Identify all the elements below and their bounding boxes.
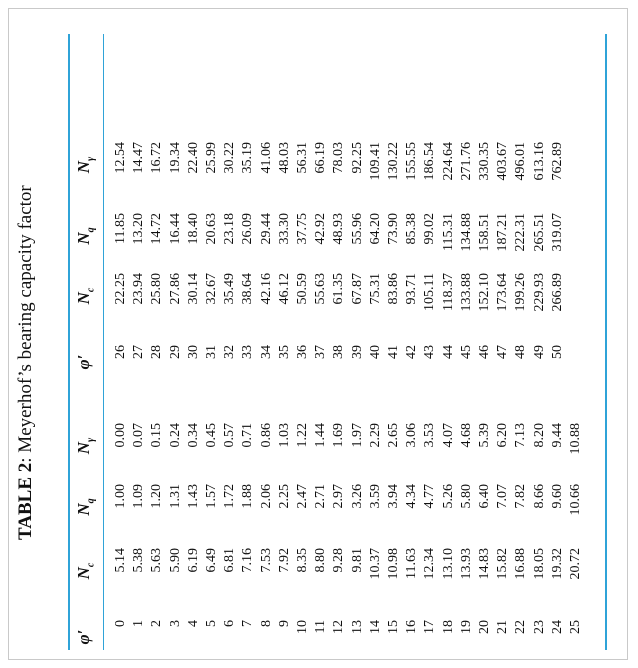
- table-cell: 38.64: [240, 273, 256, 305]
- table-cell: 83.86: [386, 273, 402, 305]
- table-cell: 44: [440, 345, 456, 359]
- header-nq: [74, 484, 96, 530]
- table-caption: : Meyerhof’s bearing capacity factor: [15, 185, 36, 463]
- table-cell: 36: [295, 345, 311, 359]
- table-cell: 73.90: [386, 213, 402, 245]
- table-cell: 48: [513, 345, 529, 359]
- table-cell: 199.26: [513, 273, 529, 312]
- table-cell: 29: [167, 345, 183, 359]
- table-cell: 5.38: [131, 548, 147, 573]
- table-cell: 26: [113, 345, 128, 359]
- table-cell: 14: [367, 620, 383, 634]
- table-cell: 222.31: [513, 213, 529, 252]
- table-cell: 34: [258, 345, 274, 359]
- table-cell: 75.31: [367, 273, 383, 305]
- table-cell: 2.06: [258, 484, 274, 509]
- bottom-rule: [605, 34, 607, 650]
- table-cell: 11.85: [113, 213, 128, 244]
- table-cell: 46: [477, 345, 493, 359]
- table-cell: 25.99: [204, 142, 220, 174]
- table-cell: 67.87: [349, 273, 365, 305]
- table-cell: 32.67: [204, 273, 220, 305]
- table-cell: 9.28: [331, 548, 347, 573]
- table-cell: 26.09: [240, 213, 256, 245]
- table-cell: 2.25: [276, 484, 292, 509]
- table-title: [14, 20, 38, 540]
- table-cell: 8.80: [313, 548, 329, 573]
- table-cell: 29.44: [258, 213, 274, 245]
- table-cell: 55.63: [313, 273, 329, 305]
- table-cell: 11.63: [404, 548, 420, 579]
- table-cell: 7: [240, 620, 256, 627]
- table-cell: 2.47: [295, 484, 311, 509]
- table-cell: 6: [222, 620, 238, 627]
- table-cell: 2.65: [386, 423, 402, 448]
- table-cell: 3.94: [386, 484, 402, 509]
- table-cell: 1.31: [167, 484, 183, 509]
- table-cell: 56.31: [295, 142, 311, 174]
- table-cell: 7.92: [276, 548, 292, 573]
- header-rule: [103, 34, 104, 650]
- table-cell: 229.93: [531, 273, 547, 312]
- table-cell: 1.03: [276, 423, 292, 448]
- table-cell: 5: [204, 620, 220, 627]
- table-cell: 16.72: [149, 142, 165, 174]
- table-cell: 10.37: [367, 548, 383, 580]
- table-cell: 6.81: [222, 548, 238, 573]
- table-cell: 92.25: [349, 142, 365, 174]
- table-cell: 37.75: [295, 213, 311, 245]
- table-cell: 7.53: [258, 548, 274, 573]
- table-cell: 24: [549, 620, 565, 634]
- table-cell: 2.71: [313, 484, 329, 509]
- table-cell: 13.10: [440, 548, 456, 580]
- table-cell: 40: [367, 345, 383, 359]
- table-cell: 23: [531, 620, 547, 634]
- table-cell: 1.97: [349, 423, 365, 448]
- table-cell: 319.07: [549, 213, 565, 252]
- table-cell: 4.34: [404, 484, 420, 509]
- header-symbol: N: [74, 441, 93, 455]
- table-cell: 7.82: [513, 484, 529, 509]
- table-cell: 0.24: [167, 423, 183, 448]
- table-cell: 6.49: [204, 548, 220, 573]
- table-cell: 16.44: [167, 213, 183, 245]
- table-cell: 22.25: [113, 273, 128, 305]
- header-subscript: γ: [85, 437, 97, 442]
- table-cell: 37: [313, 345, 329, 359]
- table-cell: 4.68: [458, 423, 474, 448]
- header-subscript: q: [85, 227, 97, 233]
- table-cell: 496.01: [513, 142, 529, 181]
- table-cell: 8.66: [531, 484, 547, 509]
- column-nc-2: [112, 273, 567, 312]
- table-cell: 48.03: [276, 142, 292, 174]
- header-nc-2: [74, 273, 96, 319]
- table-cell: 66.19: [313, 142, 329, 174]
- table-cell: 10: [295, 620, 311, 634]
- table-cell: 4.07: [440, 423, 456, 448]
- table-cell: 0: [113, 620, 128, 627]
- table-cell: 158.51: [477, 213, 493, 252]
- header-subscript: γ: [85, 156, 97, 161]
- column-phi-2: [112, 345, 567, 359]
- table-cell: 0.07: [131, 423, 147, 448]
- table-cell: 403.67: [495, 142, 511, 181]
- table-cell: 0.34: [185, 423, 201, 448]
- table-cell: 173.64: [495, 273, 511, 312]
- table-cell: 0.00: [113, 423, 128, 448]
- table-cell: 12: [331, 620, 347, 634]
- table-cell: 12.54: [113, 142, 128, 174]
- table-cell: 35: [276, 345, 292, 359]
- table-cell: 2.29: [367, 423, 383, 448]
- table-cell: 55.96: [349, 213, 365, 245]
- table-cell: 20: [477, 620, 493, 634]
- header-ngamma-2: [74, 142, 96, 188]
- table-cell: 15: [386, 620, 402, 634]
- table-cell: 1.09: [131, 484, 147, 509]
- table-cell: 35.49: [222, 273, 238, 305]
- table-cell: 42.16: [258, 273, 274, 305]
- header-symbol: φ′: [74, 354, 93, 370]
- table-cell: 187.21: [495, 213, 511, 252]
- table-cell: 13.93: [458, 548, 474, 580]
- table-cell: 20.63: [204, 213, 220, 245]
- table-cell: 109.41: [367, 142, 383, 181]
- table-cell: 10.88: [568, 423, 584, 455]
- table-cell: 45: [458, 345, 474, 359]
- table-cell: 115.31: [440, 213, 456, 251]
- table-number: TABLE 2: [15, 462, 36, 540]
- table-cell: 99.02: [422, 213, 438, 245]
- table-cell: 15.82: [495, 548, 511, 580]
- table-cell: 19.32: [549, 548, 565, 580]
- table-cell: 49: [531, 345, 547, 359]
- table-cell: 265.51: [531, 213, 547, 252]
- header-symbol: N: [74, 567, 93, 580]
- table-cell: 64.20: [367, 213, 383, 245]
- table-cell: 118.37: [440, 273, 456, 311]
- table-cell: 2.97: [331, 484, 347, 509]
- table-cell: 3: [167, 620, 183, 627]
- table-cell: 6.20: [495, 423, 511, 448]
- table-cell: 5.26: [440, 484, 456, 509]
- header-nq-2: [74, 213, 96, 259]
- table-cell: 50: [549, 345, 565, 359]
- table-cell: 14.47: [131, 142, 147, 174]
- table-cell: 43: [422, 345, 438, 359]
- table-cell: 8.35: [295, 548, 311, 573]
- table-cell: 30.22: [222, 142, 238, 174]
- table-cell: 28: [149, 345, 165, 359]
- table-cell: 1.57: [204, 484, 220, 509]
- table-cell: 5.14: [113, 548, 128, 573]
- table-cell: 9.60: [549, 484, 565, 509]
- table-cell: 9.44: [549, 423, 565, 448]
- table-cell: 18.05: [531, 548, 547, 580]
- table-cell: 1: [131, 620, 147, 627]
- table-cell: 6.40: [477, 484, 493, 509]
- table-cell: 1.44: [313, 423, 329, 448]
- table-cell: 271.76: [458, 142, 474, 181]
- table-cell: 18.40: [185, 213, 201, 245]
- table-cell: 32: [222, 345, 238, 359]
- table-cell: 13: [349, 620, 365, 634]
- header-symbol: N: [74, 292, 93, 305]
- table-cell: 130.22: [386, 142, 402, 181]
- table-cell: 5.39: [477, 423, 493, 448]
- column-ngamma: [112, 423, 585, 455]
- table-cell: 6.19: [185, 548, 201, 573]
- table-cell: 7.16: [240, 548, 256, 573]
- table-cell: 10.98: [386, 548, 402, 580]
- table-cell: 3.53: [422, 423, 438, 448]
- header-phi: [74, 614, 94, 660]
- table-cell: 33.30: [276, 213, 292, 245]
- table-cell: 42: [404, 345, 420, 359]
- table-cell: 17: [422, 620, 438, 634]
- table-cell: 155.55: [404, 142, 420, 181]
- header-symbol: N: [74, 232, 93, 245]
- table-cell: 78.03: [331, 142, 347, 174]
- table-cell: 1.72: [222, 484, 238, 509]
- table-cell: 7.07: [495, 484, 511, 509]
- table-cell: 152.10: [477, 273, 493, 312]
- table-cell: 9: [276, 620, 292, 627]
- table-cell: 12.34: [422, 548, 438, 580]
- table-cell: 5.90: [167, 548, 183, 573]
- table-cell: 16: [404, 620, 420, 634]
- header-symbol: φ′: [74, 629, 93, 645]
- table-cell: 21: [495, 620, 511, 634]
- table-cell: 42.92: [313, 213, 329, 245]
- table-cell: 1.22: [295, 423, 311, 448]
- table-cell: 14.72: [149, 213, 165, 245]
- table-cell: 39: [349, 345, 365, 359]
- table-cell: 2: [149, 620, 165, 627]
- table-cell: 266.89: [549, 273, 565, 312]
- table-cell: 1.69: [331, 423, 347, 448]
- header-nc: [74, 548, 96, 594]
- header-subscript: c: [85, 287, 97, 293]
- table-cell: 22: [513, 620, 529, 634]
- table-cell: 16.88: [513, 548, 529, 580]
- table-cell: 0.86: [258, 423, 274, 448]
- table-cell: 19.34: [167, 142, 183, 174]
- table-cell: 0.15: [149, 423, 165, 448]
- table-cell: 33: [240, 345, 256, 359]
- table-cell: 30: [185, 345, 201, 359]
- table-cell: 1.88: [240, 484, 256, 509]
- column-ngamma-2: [112, 142, 567, 181]
- table-cell: 330.35: [477, 142, 493, 181]
- table-cell: 47: [495, 345, 511, 359]
- table-cell: 1.20: [149, 484, 165, 509]
- table-cell: 41: [386, 345, 402, 359]
- table-cell: 61.35: [331, 273, 347, 305]
- table-cell: 25: [568, 620, 584, 634]
- header-symbol: N: [74, 160, 93, 174]
- table-cell: 105.11: [422, 273, 438, 311]
- header-subscript: q: [85, 498, 97, 504]
- table-cell: 25.80: [149, 273, 165, 305]
- table-cell: 224.64: [440, 142, 456, 181]
- table-cell: 13.20: [131, 213, 147, 245]
- table-cell: 3.06: [404, 423, 420, 448]
- column-nq: [112, 484, 585, 516]
- column-nc: [112, 548, 585, 580]
- table-cell: 85.38: [404, 213, 420, 245]
- table-cell: 35.19: [240, 142, 256, 174]
- table-cell: 19: [458, 620, 474, 634]
- table-cell: 22.40: [185, 142, 201, 174]
- column-nq-2: [112, 213, 567, 252]
- table-cell: 30.14: [185, 273, 201, 305]
- table-cell: 0.57: [222, 423, 238, 448]
- header-ngamma: [74, 423, 96, 469]
- table-cell: 7.13: [513, 423, 529, 448]
- table-cell: 38: [331, 345, 347, 359]
- table-cell: 3.59: [367, 484, 383, 509]
- table-cell: 93.71: [404, 273, 420, 305]
- table-cell: 8: [258, 620, 274, 627]
- table-cell: 48.93: [331, 213, 347, 245]
- table-cell: 0.45: [204, 423, 220, 448]
- table-cell: 5.63: [149, 548, 165, 573]
- table-cell: 18: [440, 620, 456, 634]
- table-cell: 8.20: [531, 423, 547, 448]
- column-phi: [112, 620, 585, 634]
- table-cell: 4: [185, 620, 201, 627]
- table-cell: 133.88: [458, 273, 474, 312]
- table-cell: 1.00: [113, 484, 128, 509]
- table-cell: 762.89: [549, 142, 565, 181]
- table-cell: 31: [204, 345, 220, 359]
- table-cell: 23.18: [222, 213, 238, 245]
- table-cell: 0.71: [240, 423, 256, 448]
- table-cell: 14.83: [477, 548, 493, 580]
- top-rule: [68, 34, 70, 650]
- header-phi-2: [74, 339, 94, 385]
- table-cell: 9.81: [349, 548, 365, 573]
- table-cell: 1.43: [185, 484, 201, 509]
- header-subscript: c: [85, 562, 97, 568]
- table-cell: 23.94: [131, 273, 147, 305]
- table-cell: 20.72: [568, 548, 584, 580]
- table-cell: 41.06: [258, 142, 274, 174]
- table-cell: 5.80: [458, 484, 474, 509]
- table-cell: 27: [131, 345, 147, 359]
- table-cell: 10.66: [568, 484, 584, 516]
- table-cell: 11: [313, 620, 329, 634]
- header-symbol: N: [74, 503, 93, 516]
- table-cell: 186.54: [422, 142, 438, 181]
- table-cell: 4.77: [422, 484, 438, 509]
- table-cell: 3.26: [349, 484, 365, 509]
- table-cell: 27.86: [167, 273, 183, 305]
- table-cell: 613.16: [531, 142, 547, 181]
- table-cell: 134.88: [458, 213, 474, 252]
- table-cell: 46.12: [276, 273, 292, 305]
- table-cell: 50.59: [295, 273, 311, 305]
